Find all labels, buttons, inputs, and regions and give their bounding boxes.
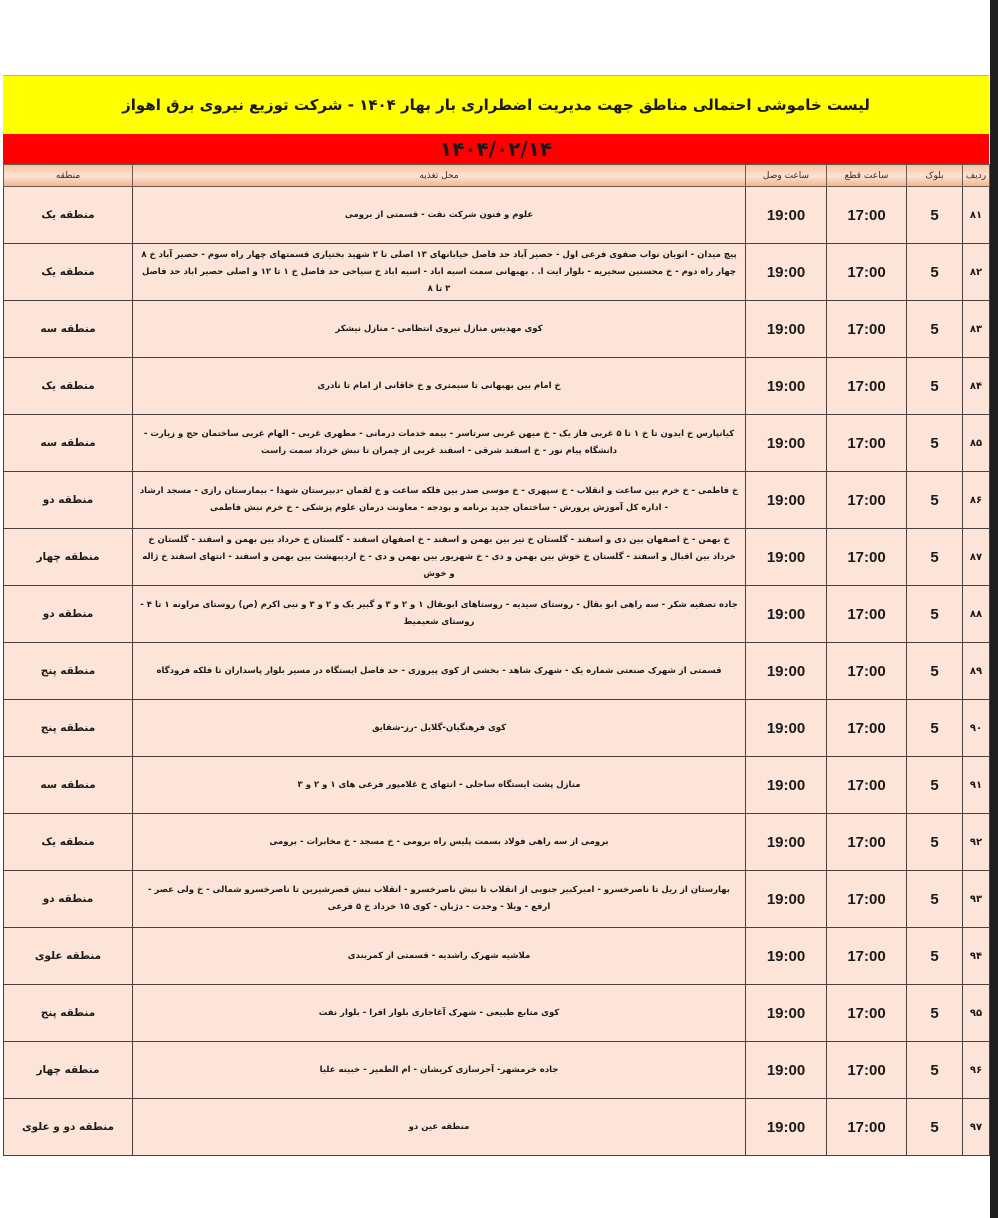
connect-time: 19:00	[746, 814, 827, 871]
date-banner	[3, 134, 989, 164]
block-number: 5	[907, 586, 963, 643]
connect-time: 19:00	[746, 529, 827, 586]
block-number: 5	[907, 700, 963, 757]
block-number: 5	[907, 985, 963, 1042]
feeding-location: خ فاطمی - خ خرم بین ساعت و انقلاب - خ سپهری - خ موسی صدر بین فلکه ساعت و خ لقمان -دبیرستان شهدا - بیمارستان رازی - مسجد ارشاد - اداره کل آموزش پرورش - ساختمان جدید برنامه و بودجه - معاونت درمان علوم پزشکی - خ خرم نبش فاطمی	[133, 472, 746, 529]
table-row	[4, 586, 990, 643]
region: منطقه یک	[4, 814, 133, 871]
cut-time: 17:00	[827, 757, 907, 814]
region: منطقه دو	[4, 871, 133, 928]
region: منطقه یک	[4, 358, 133, 415]
outage-schedule-sheet	[3, 75, 989, 1156]
col-header-region: منطقه	[4, 165, 133, 187]
region: منطقه یک	[4, 244, 133, 301]
table-row	[4, 985, 990, 1042]
cut-time: 17:00	[827, 985, 907, 1042]
row-number: ۹۶	[963, 1042, 990, 1099]
connect-time: 19:00	[746, 358, 827, 415]
cut-time: 17:00	[827, 187, 907, 244]
cut-time: 17:00	[827, 529, 907, 586]
table-row	[4, 757, 990, 814]
cut-time: 17:00	[827, 928, 907, 985]
block-number: 5	[907, 301, 963, 358]
row-number: ۸۳	[963, 301, 990, 358]
region: منطقه سه	[4, 301, 133, 358]
region: منطقه یک	[4, 187, 133, 244]
cut-time: 17:00	[827, 244, 907, 301]
table-row	[4, 1042, 990, 1099]
connect-time: 19:00	[746, 415, 827, 472]
row-number: ۸۱	[963, 187, 990, 244]
region: منطقه سه	[4, 757, 133, 814]
table-header-row	[4, 165, 990, 187]
table-row	[4, 814, 990, 871]
schedule-date: ۱۴۰۴/۰۲/۱۴	[439, 137, 553, 161]
feeding-location: علوم و فنون شرکت نفت - قسمتی از برومی	[133, 187, 746, 244]
connect-time: 19:00	[746, 472, 827, 529]
connect-time: 19:00	[746, 301, 827, 358]
connect-time: 19:00	[746, 871, 827, 928]
block-number: 5	[907, 757, 963, 814]
feeding-location: خ امام بین بهبهانی تا سیمتری و خ خاقانی از امام تا نادری	[133, 358, 746, 415]
connect-time: 19:00	[746, 928, 827, 985]
block-number: 5	[907, 187, 963, 244]
feeding-location: جاده خرمشهر- آجرسازی کریشان - ام الطمیر - خبینه علیا	[133, 1042, 746, 1099]
feeding-location: بهارستان از ریل تا ناصرخسرو - امیرکبیر جنوبی از انقلاب تا نبش ناصرخسرو - انقلاب نبش قصرشیرین تا ناصرخسرو شمالی - خ ولی عصر - ارفع - ویلا - وحدت - دژبان - کوی ۱۵ خرداد خ ۵ فرعی	[133, 871, 746, 928]
connect-time: 19:00	[746, 1042, 827, 1099]
block-number: 5	[907, 643, 963, 700]
connect-time: 19:00	[746, 586, 827, 643]
region: منطقه پنج	[4, 985, 133, 1042]
row-number: ۸۲	[963, 244, 990, 301]
feeding-location: جاده تصفیه شکر - سه راهی ابو بقال - روستای سیدیه - روستاهای ابوبقال ۱ و ۲ و ۳ و گبیر یک و ۲ و ۳ و نبی اکرم (ص) روستای مراونه ۱ تا ۴ - روستای شعیمیط	[133, 586, 746, 643]
connect-time: 19:00	[746, 757, 827, 814]
row-number: ۹۲	[963, 814, 990, 871]
feeding-location: کوی مهدیس منازل نیروی انتظامی - منازل نیشکر	[133, 301, 746, 358]
table-row	[4, 700, 990, 757]
region: منطقه سه	[4, 415, 133, 472]
block-number: 5	[907, 529, 963, 586]
block-number: 5	[907, 1099, 963, 1156]
col-header-row-number: ردیف	[963, 165, 990, 187]
col-header-block: بلوک	[907, 165, 963, 187]
outage-table	[3, 164, 990, 1156]
cut-time: 17:00	[827, 1042, 907, 1099]
table-row	[4, 301, 990, 358]
block-number: 5	[907, 472, 963, 529]
table-row	[4, 472, 990, 529]
table-row	[4, 871, 990, 928]
table-row	[4, 187, 990, 244]
table-row	[4, 1099, 990, 1156]
connect-time: 19:00	[746, 643, 827, 700]
row-number: ۹۱	[963, 757, 990, 814]
feeding-location: کیانپارس خ ایدون تا خ ۱ تا ۵ غربی فاز یک - خ میهن غربی سرتاسر - بیمه خدمات درمانی - مطهری غربی - الهام غربی ساختمان حج و زیارت - دانشگاه پیام نور - خ اسفند شرقی - اسفند غربی از چمران تا نبش خرداد سمت راست	[133, 415, 746, 472]
screen-edge-strip	[990, 0, 998, 1218]
region: منطقه چهار	[4, 529, 133, 586]
table-row	[4, 928, 990, 985]
table-row	[4, 643, 990, 700]
table-row	[4, 415, 990, 472]
col-header-cut-time: ساعت قطع	[827, 165, 907, 187]
block-number: 5	[907, 871, 963, 928]
connect-time: 19:00	[746, 700, 827, 757]
feeding-location: پیچ میدان - اتوبان نواب صفوی فرعی اول - حصیر آباد حد فاصل خیابانهای ۱۳ اصلی تا ۲ شهید بختیاری قسمتهای چهار راه سوم - حصیر آباد خ ۸ چهار راه دوم - خ محسنین سخیریه - بلوار ایت ا. . بهبهانی سمت اسیه اباد - اسیه اباد خ سیاحی حد فاصل خ ۱ تا ۱۲ و اصلی حصیر اباد حد فاصل ۳ تا ۸	[133, 244, 746, 301]
row-number: ۹۵	[963, 985, 990, 1042]
region: منطقه دو	[4, 586, 133, 643]
row-number: ۹۴	[963, 928, 990, 985]
feeding-location: ملاشیه شهرک راشدیه - قسمتی از کمربندی	[133, 928, 746, 985]
cut-time: 17:00	[827, 586, 907, 643]
connect-time: 19:00	[746, 244, 827, 301]
cut-time: 17:00	[827, 643, 907, 700]
title-banner	[3, 75, 989, 134]
feeding-location: منطقه عین دو	[133, 1099, 746, 1156]
cut-time: 17:00	[827, 814, 907, 871]
feeding-location: خ بهمن - خ اصفهان بین دی و اسفند - گلستان خ تیر بین بهمن و اسفند - خ اصفهان اسفند - گلستان خ خرداد بین بهمن و اسفند - گلستان خ خرداد بین اقبال و اسفند - گلستان خ خوش بین بهمن و دی - خ شهریور بین بهمن و دی - خ اردیبهشت بین بهمن و اسفند - انتهای اسفند خ ژاله و خوش	[133, 529, 746, 586]
cut-time: 17:00	[827, 301, 907, 358]
col-header-location: محل تغذیه	[133, 165, 746, 187]
block-number: 5	[907, 415, 963, 472]
feeding-location: کوی فرهنگیان-گلایل -رز-شقایق	[133, 700, 746, 757]
cut-time: 17:00	[827, 472, 907, 529]
row-number: ۸۵	[963, 415, 990, 472]
connect-time: 19:00	[746, 187, 827, 244]
feeding-location: منازل پشت ایستگاه ساحلی - انتهای خ غلامپور فرعی های ۱ و ۲ و ۳	[133, 757, 746, 814]
row-number: ۸۹	[963, 643, 990, 700]
block-number: 5	[907, 1042, 963, 1099]
table-row	[4, 358, 990, 415]
row-number: ۹۳	[963, 871, 990, 928]
feeding-location: کوی منابع طبیعی - شهرک آغاجاری بلوار افرا - بلوار نفت	[133, 985, 746, 1042]
block-number: 5	[907, 244, 963, 301]
cut-time: 17:00	[827, 358, 907, 415]
cut-time: 17:00	[827, 700, 907, 757]
feeding-location: قسمتی از شهرک صنعتی شماره یک - شهرک شاهد - بخشی از کوی پیروزی - حد فاصل ایستگاه در مسیر بلوار پاسداران تا فلکه فرودگاه	[133, 643, 746, 700]
cut-time: 17:00	[827, 1099, 907, 1156]
row-number: ۸۸	[963, 586, 990, 643]
region: منطقه پنج	[4, 700, 133, 757]
cut-time: 17:00	[827, 871, 907, 928]
connect-time: 19:00	[746, 1099, 827, 1156]
row-number: ۹۰	[963, 700, 990, 757]
region: منطقه دو و علوی	[4, 1099, 133, 1156]
block-number: 5	[907, 928, 963, 985]
page-title: لیست خاموشی احتمالی مناطق جهت مدیریت اضطراری بار بهار ۱۴۰۴ - شرکت توزیع نیروی برق اهواز	[122, 96, 870, 114]
row-number: ۸۷	[963, 529, 990, 586]
table-row	[4, 529, 990, 586]
row-number: ۸۴	[963, 358, 990, 415]
col-header-connect-time: ساعت وصل	[746, 165, 827, 187]
cut-time: 17:00	[827, 415, 907, 472]
region: منطقه دو	[4, 472, 133, 529]
table-row	[4, 244, 990, 301]
region: منطقه پنج	[4, 643, 133, 700]
block-number: 5	[907, 814, 963, 871]
region: منطقه علوی	[4, 928, 133, 985]
connect-time: 19:00	[746, 985, 827, 1042]
region: منطقه چهار	[4, 1042, 133, 1099]
feeding-location: برومی از سه راهی فولاد بسمت پلیس راه برومی - خ مسجد - خ مخابرات - برومی	[133, 814, 746, 871]
block-number: 5	[907, 358, 963, 415]
row-number: ۸۶	[963, 472, 990, 529]
row-number: ۹۷	[963, 1099, 990, 1156]
